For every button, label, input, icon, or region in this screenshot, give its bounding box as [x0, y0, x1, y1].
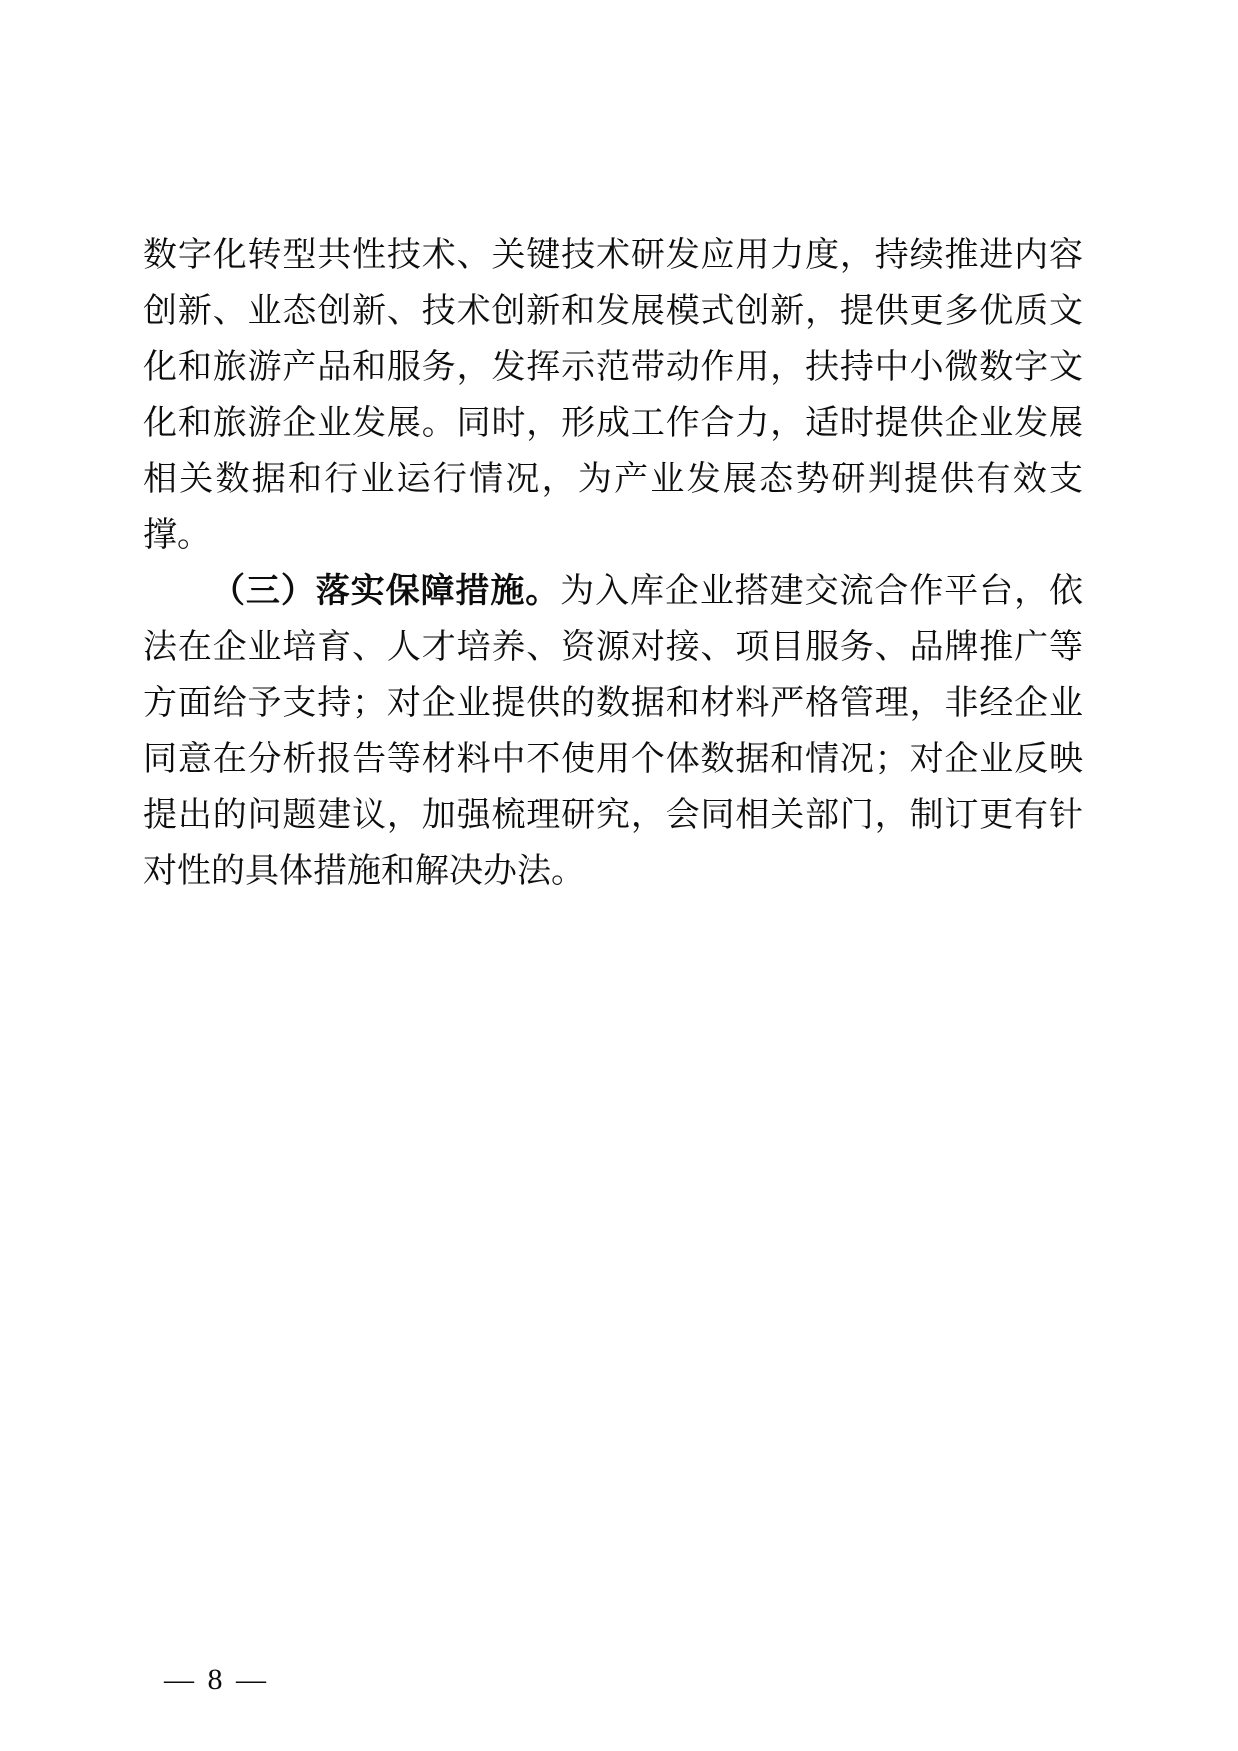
text-line: [143, 452, 1083, 508]
text-line: [143, 844, 1083, 900]
text-line: [143, 732, 1083, 788]
paragraph: [143, 564, 1083, 900]
text-line: [143, 620, 1083, 676]
text-segment: 化和旅游产品和服务，发挥示范带动作用，扶持中小微数字文: [143, 349, 1083, 386]
text-segment: 对性的具体措施和解决办法。: [143, 853, 585, 890]
text-segment: 相关数据和行业运行情况，为产业发展态势研判提供有效支: [143, 461, 1083, 498]
paragraph: [143, 228, 1083, 564]
page-footer: [164, 1660, 269, 1700]
text-segment: 方面给予支持；对企业提供的数据和材料严格管理，非经企业: [143, 685, 1083, 722]
text-line: [143, 284, 1083, 340]
text-segment: 法在企业培育、人才培养、资源对接、项目服务、品牌推广等: [143, 629, 1083, 666]
document-body: [143, 228, 1083, 900]
text-line: [143, 564, 1083, 620]
text-segment: 化和旅游企业发展。同时，形成工作合力，适时提供企业发展: [143, 405, 1083, 442]
text-line: [143, 228, 1083, 284]
section-heading: （三）落实保障措施。: [211, 573, 561, 610]
text-segment: 为入库企业搭建交流合作平台，依: [560, 573, 1083, 610]
text-line: [143, 396, 1083, 452]
text-segment: 数字化转型共性技术、关键技术研发应用力度，持续推进内容: [143, 237, 1083, 274]
text-segment: 撑。: [143, 517, 211, 554]
text-segment: 同意在分析报告等材料中不使用个体数据和情况；对企业反映: [143, 741, 1083, 778]
text-line: [143, 676, 1083, 732]
text-segment: 提出的问题建议，加强梳理研究，会同相关部门，制订更有针: [143, 797, 1083, 834]
text-line: [143, 788, 1083, 844]
text-segment: 创新、业态创新、技术创新和发展模式创新，提供更多优质文: [143, 293, 1083, 330]
page-number: — 8 —: [164, 1663, 269, 1696]
text-line: [143, 508, 1083, 564]
text-line: [143, 340, 1083, 396]
